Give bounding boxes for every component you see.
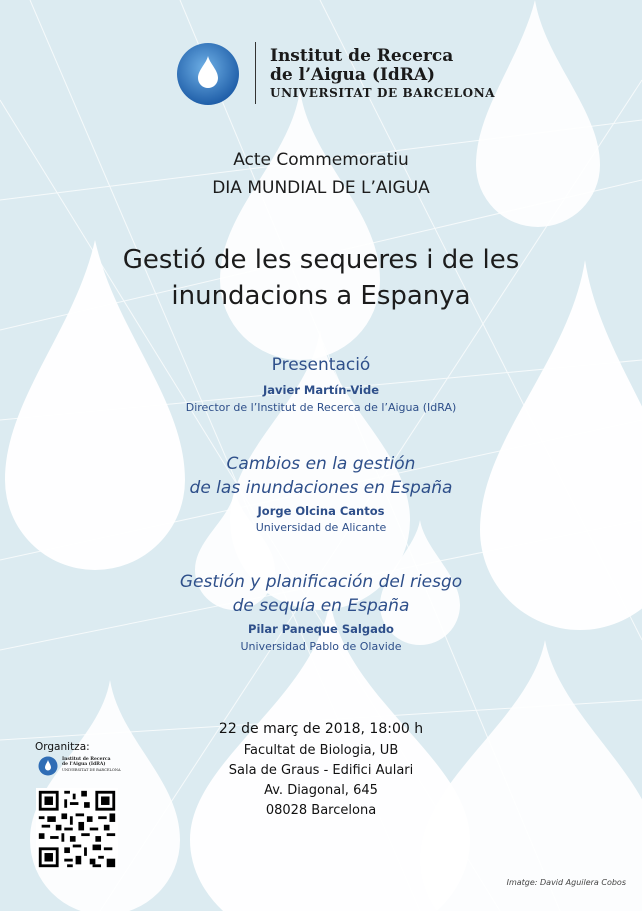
talk-3-title: [0, 570, 642, 618]
event-date: 22 de març de 2018, 18:00 h: [218, 721, 424, 737]
talk-2-title-line-2: de las inundaciones en España: [189, 478, 453, 498]
talk-3-title-line-2: de sequía en España: [232, 596, 410, 616]
talk-2-title: [0, 452, 642, 500]
water-drop-icon: [176, 42, 240, 106]
talk-1-title: Presentació: [271, 355, 371, 375]
title-line-1: Gestió de les sequeres i de les: [122, 245, 520, 275]
talk-2-speaker: Jorge Olcina Cantos: [257, 504, 385, 518]
title-line-2: inundacions a Espanya: [171, 281, 471, 311]
logo-divider: [255, 42, 256, 104]
page-title: [0, 242, 642, 314]
qr-code-icon[interactable]: [36, 788, 118, 870]
talk-2-title-line-1: Cambios en la gestión: [226, 454, 416, 474]
venue-line-1: Facultat de Biologia, UB: [243, 743, 399, 758]
logo-title-line2: de l’Aigua (IdRA): [270, 65, 436, 85]
organizer-logo-line1: Institut de Recerca: [62, 757, 111, 762]
talk-3-speaker: Pilar Paneque Salgado: [248, 622, 394, 636]
event-name: DIA MUNDIAL DE L’AIGUA: [212, 178, 430, 198]
venue-address: Av. Diagonal, 645: [264, 783, 378, 798]
logo-title-line1: Institut de Recerca: [270, 46, 454, 66]
venue-line-2: Sala de Graus - Edifici Aulari: [228, 763, 414, 778]
organizer-logo-line2: de l'Aigua (IdRA): [62, 762, 106, 767]
talk-1-speaker: Javier Martín-Vide: [262, 383, 380, 397]
venue-city: 08028 Barcelona: [265, 803, 377, 818]
talk-3-affiliation: Universidad Pablo de Olavide: [240, 640, 402, 653]
talk-2-affiliation: Universidad de Alicante: [255, 521, 387, 534]
organizer-logo-line3: UNIVERSITAT DE BARCELONA: [62, 768, 121, 772]
talk-3-title-line-1: Gestión y planificación del riesgo: [179, 572, 463, 592]
organizer-logo-icon: [38, 756, 58, 776]
logo-university: UNIVERSITAT DE BARCELONA: [270, 86, 496, 100]
talk-1-affiliation: Director de l’Institut de Recerca de l’Aigua (IdRA): [185, 401, 457, 414]
event-type: Acte Commemoratiu: [233, 150, 409, 170]
image-credit: Imatge: David Aguilera Cobos: [506, 878, 626, 887]
organizer-label: Organitza:: [35, 741, 90, 753]
